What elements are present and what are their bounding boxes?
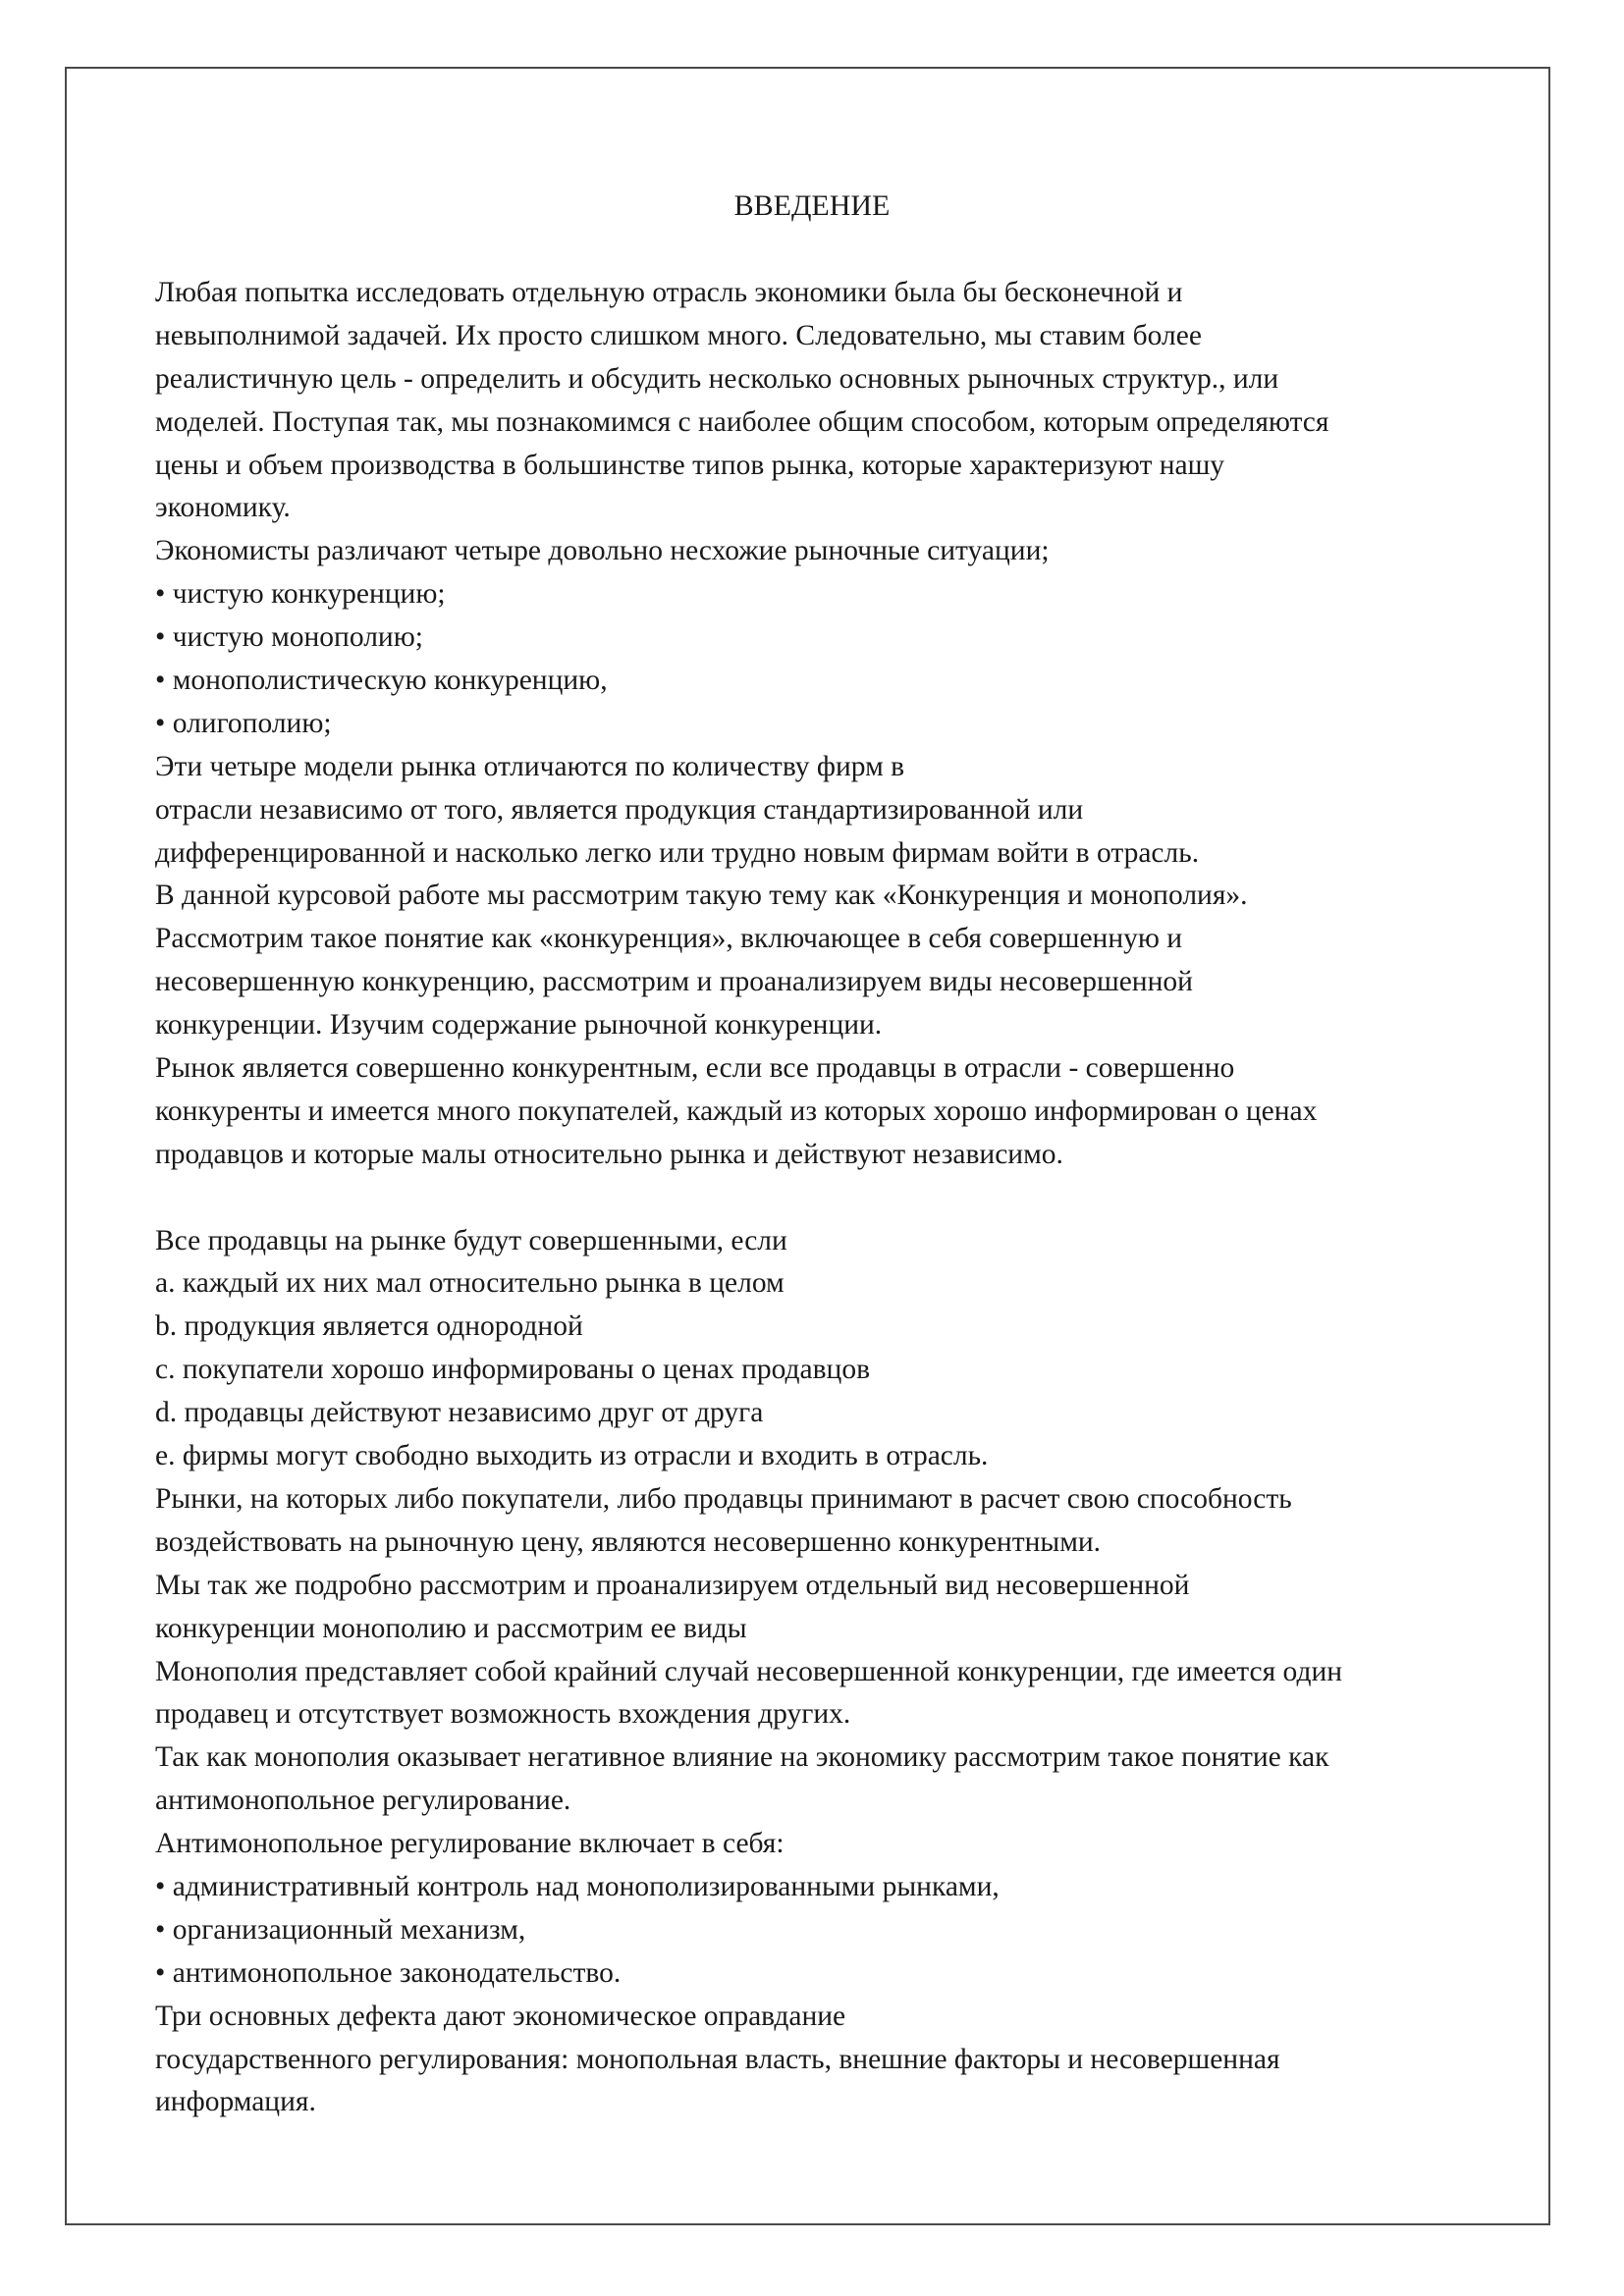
text-line: Рынок является совершенно конкурентным, если все продавцы в отрасли - совершенно bbox=[155, 1052, 1235, 1085]
text-line: e. фирмы могут свободно выходить из отрасли и входить в отрасль. bbox=[155, 1440, 989, 1472]
text-line: цены и объем производства в большинстве типов рынка, которые характеризуют нашу bbox=[155, 449, 1225, 481]
text-line: • организационный механизм, bbox=[155, 1913, 526, 1946]
text-line: c. покупатели хорошо информированы о ценах продавцов bbox=[155, 1354, 871, 1386]
text-line: Антимонопольное регулирование включает в себя: bbox=[155, 1828, 785, 1860]
text-line: Монополия представляет собой крайний случай несовершенной конкуренции, где имеется один bbox=[155, 1655, 1343, 1687]
text-line: • чистую конкуренцию; bbox=[155, 578, 446, 611]
text-line: Три основных дефекта дают экономическое оправдание bbox=[155, 2000, 846, 2032]
text-line: d. продавцы действуют независимо друг от друга bbox=[155, 1397, 764, 1429]
text-line: конкуренты и имеется много покупателей, каждый из которых хорошо информирован о ценах bbox=[155, 1095, 1318, 1127]
text-line: антимонопольное регулирование. bbox=[155, 1785, 571, 1817]
text-line: несовершенную конкуренцию, рассмотрим и проанализируем виды несовершенной bbox=[155, 966, 1193, 998]
text-line: Любая попытка исследовать отдельную отрасль экономики была бы бесконечной и bbox=[155, 277, 1183, 308]
text-line: конкуренции. Изучим содержание рыночной конкуренции. bbox=[155, 1009, 883, 1041]
text-line: • чистую монополию; bbox=[155, 621, 423, 654]
text-line: a. каждый их них мал относительно рынка в целом bbox=[155, 1267, 785, 1300]
text-line: продавец и отсутствует возможность вхождения других. bbox=[155, 1698, 851, 1731]
text-line: государственного регулирования: монопольная власть, внешние факторы и несовершенная bbox=[155, 2043, 1280, 2075]
text-line: Экономисты различают четыре довольно несхожие рыночные ситуации; bbox=[155, 535, 1050, 567]
text-line: Рассмотрим такое понятие как «конкуренция», включающее в себя совершенную и bbox=[155, 923, 1183, 955]
text-line: Так как монополия оказывает негативное влияние на экономику рассмотрим такое понятие как bbox=[155, 1741, 1329, 1774]
text-line: моделей. Поступая так, мы познакомимся с наиболее общим способом, которым определяются bbox=[155, 405, 1329, 438]
text-line: Все продавцы на рынке будут совершенными, если bbox=[155, 1224, 787, 1256]
text-line: • административный контроль над монополизированными рынками, bbox=[155, 1870, 1000, 1902]
text-line: конкуренции монополию и рассмотрим ее виды bbox=[155, 1612, 747, 1644]
text-line: реалистичную цель - определить и обсудить несколько основных рыночных структур., или bbox=[155, 362, 1279, 395]
text-line: продавцов и которые малы относительно рынка и действуют независимо. bbox=[155, 1138, 1063, 1170]
text-line: Эти четыре модели рынка отличаются по количеству фирм в bbox=[155, 750, 905, 782]
document-body bbox=[155, 272, 1530, 2124]
text-line: отрасли независимо от того, является продукция стандартизированной или bbox=[155, 793, 1084, 826]
text-line: информация. bbox=[155, 2086, 316, 2118]
text-line: b. продукция является однородной bbox=[155, 1310, 583, 1343]
text-line: • антимонопольное законодательство. bbox=[155, 1956, 622, 1989]
text-line: • монополистическую конкуренцию, bbox=[155, 665, 608, 697]
blank-line bbox=[155, 1177, 1530, 1220]
text-line: • олигополию; bbox=[155, 707, 332, 739]
page-title: ВВЕДЕНИЕ bbox=[733, 189, 891, 222]
text-line: дифференцированной и насколько легко или трудно новым фирмам войти в отрасль. bbox=[155, 836, 1200, 869]
text-line: экономику. bbox=[155, 492, 291, 524]
text-line: невыполнимой задачей. Их просто слишком много. Следовательно, мы ставим более bbox=[155, 319, 1202, 351]
text-line: В данной курсовой работе мы рассмотрим такую тему как «Конкуренция и монополия». bbox=[155, 880, 1248, 912]
text-line: Рынки, на которых либо покупатели, либо продавцы принимают в расчет свою способность bbox=[155, 1482, 1292, 1515]
text-line: Мы так же подробно рассмотрим и проанализируем отдельный вид несовершенной bbox=[155, 1569, 1190, 1601]
text-line: воздействовать на рыночную цену, являются несовершенно конкурентными. bbox=[155, 1525, 1102, 1558]
